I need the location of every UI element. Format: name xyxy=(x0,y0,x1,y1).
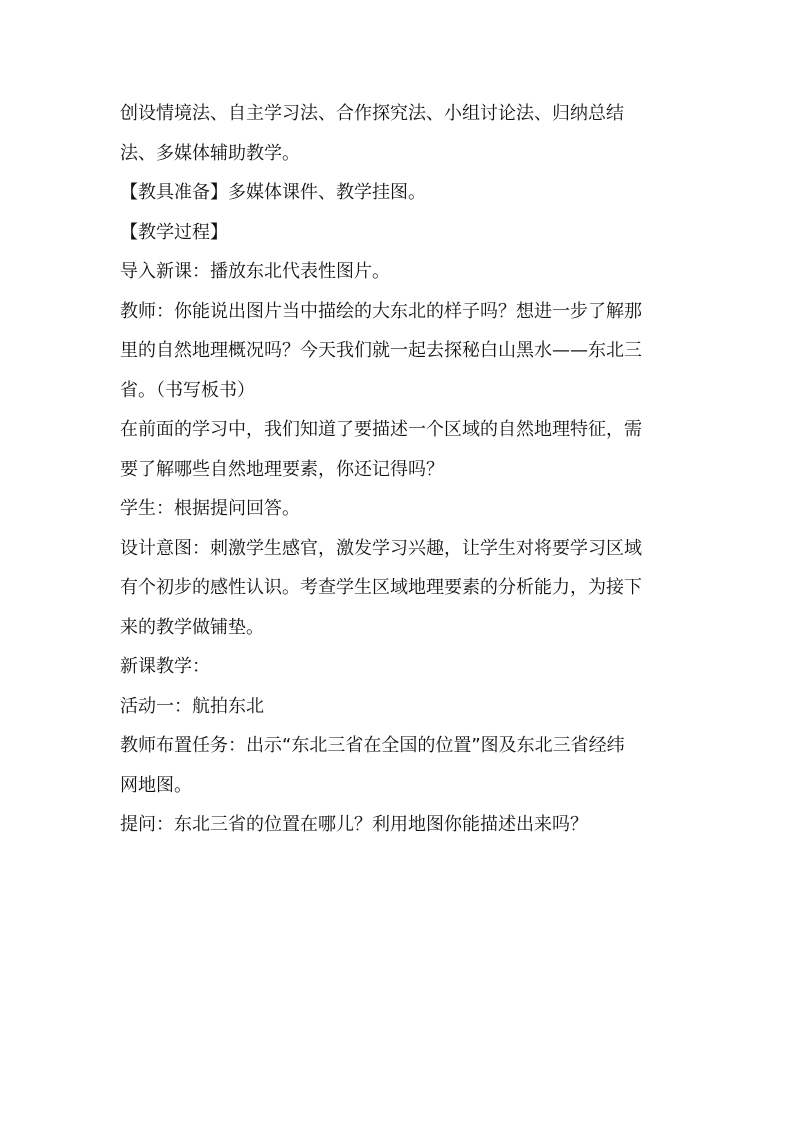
lesson-intro-line: 导入新课：播放东北代表性图片。 xyxy=(120,261,390,282)
body-line-1: 创设情境法、自主学习法、合作探究法、小组讨论法、归纳总结 xyxy=(120,103,624,124)
teaching-process-heading: 【教学过程】 xyxy=(120,221,228,243)
review-question-line-2: 要了解哪些自然地理要素，你还记得吗？ xyxy=(120,458,444,480)
teacher-task-line-2: 网地图。 xyxy=(120,774,192,796)
teacher-task-line-1: 教师布置任务：出示“东北三省在全国的位置”图及东北三省经纬 xyxy=(120,735,625,756)
teaching-aids-line: 【教具准备】多媒体课件、教学挂图。 xyxy=(120,182,426,203)
design-intent-line-3: 来的教学做铺垫。 xyxy=(120,616,264,638)
student-response-line: 学生：根据提问回答。 xyxy=(120,498,300,519)
question-line: 提问：东北三省的位置在哪儿？利用地图你能描述出来吗？ xyxy=(120,814,588,835)
document-body xyxy=(120,94,676,845)
design-intent-line-2: 有个初步的感性认识。考查学生区域地理要素的分析能力，为接下 xyxy=(120,577,642,598)
review-question-line-1: 在前面的学习中，我们知道了要描述一个区域的自然地理特征，需 xyxy=(120,419,642,440)
teacher-question-line-2: 里的自然地理概况吗？今天我们就一起去探秘白山黑水——东北三 xyxy=(120,340,642,361)
design-intent-line-1: 设计意图：刺激学生感官，激发学习兴趣，让学生对将要学习区域 xyxy=(120,537,642,559)
teacher-question-line-3: 省。（书写板书） xyxy=(120,379,255,401)
body-line-2: 法、多媒体辅助教学。 xyxy=(120,142,300,164)
new-lesson-heading: 新课教学： xyxy=(120,656,210,677)
teacher-question-line-1: 教师：你能说出图片当中描绘的大东北的样子吗？想进一步了解那 xyxy=(120,300,642,322)
activity-one-heading: 活动一：航拍东北 xyxy=(120,695,264,717)
